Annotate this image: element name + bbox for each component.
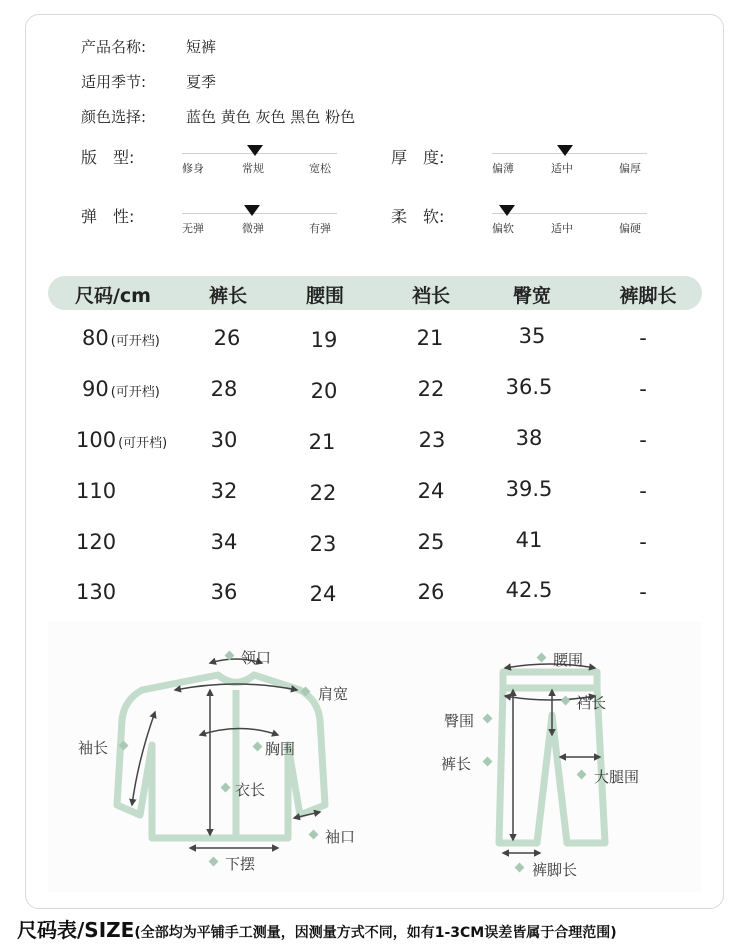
hip-cell: 35: [518, 324, 546, 348]
product-name-label: 产品名称:: [81, 38, 147, 56]
elasticity-tick: 微弹: [242, 222, 264, 235]
elasticity-tick: 有弹: [309, 222, 331, 235]
waist-cell: 20: [310, 379, 338, 403]
crotch-cell: 24: [417, 479, 445, 503]
leg-opening-cell: -: [639, 479, 647, 503]
crotch-cell: 21: [416, 326, 444, 350]
waist-cell: 22: [309, 481, 337, 505]
header-waist: 腰围: [305, 285, 344, 307]
size-cell: 130: [76, 580, 117, 604]
thickness-tick: 偏厚: [619, 162, 641, 175]
leg-opening-cell: -: [639, 377, 647, 401]
pants-length-label: 裤长: [441, 755, 472, 773]
season-label: 适用季节:: [81, 73, 147, 91]
softness-label: 柔 软:: [391, 207, 445, 226]
crotch-cell: 26: [417, 580, 445, 604]
elasticity-tick: 无弹: [182, 222, 204, 235]
waist-label: 腰围: [553, 651, 584, 669]
fit-tick: 修身: [182, 162, 204, 175]
pants-length-cell: 32: [210, 479, 238, 503]
hip-cell: 36.5: [505, 375, 553, 399]
thigh-label: 大腿围: [594, 768, 640, 786]
color-value: 蓝色 黄色 灰色 黑色 粉色: [186, 108, 356, 126]
length-label: 衣长: [235, 781, 266, 799]
pants-length-cell: 26: [213, 326, 241, 350]
pants-length-cell: 36: [210, 580, 238, 604]
thickness-label: 厚 度:: [391, 148, 445, 167]
leg-opening-cell: -: [639, 326, 647, 350]
pants-length-cell: 30: [210, 428, 238, 452]
crotch-cell: 23: [418, 428, 446, 452]
chest-label: 胸围: [265, 740, 296, 758]
crotch-label: 裆长: [576, 694, 607, 712]
size-cell: 100 (可开档): [76, 428, 168, 452]
pants-length-cell: 34: [210, 530, 238, 554]
leg-opening-cell: -: [639, 428, 647, 452]
fit-tick: 常规: [242, 162, 264, 175]
product-name-value: 短裤: [186, 38, 217, 56]
waist-cell: 19: [310, 328, 338, 352]
header-crotch: 裆长: [411, 285, 450, 307]
size-cell: 110: [76, 479, 117, 503]
header-leg-opening: 裤脚长: [619, 285, 677, 307]
size-chart-title: 尺码表/SIZE: [17, 918, 135, 942]
size-cell: 80 (可开档): [82, 326, 160, 350]
elasticity-label: 弹 性:: [81, 207, 135, 226]
hem-label: 下摆: [225, 855, 256, 873]
hip-cell: 38: [515, 426, 543, 450]
hip-label: 臀围: [444, 712, 475, 730]
hip-cell: 39.5: [505, 477, 553, 501]
size-cell: 90 (可开档): [82, 377, 160, 401]
footer: [17, 914, 617, 943]
softness-tick: 偏硬: [619, 222, 641, 235]
waist-cell: 21: [308, 430, 336, 454]
thickness-tick: 偏薄: [492, 162, 514, 175]
header-pants-length: 裤长: [208, 285, 247, 307]
hip-cell: 42.5: [505, 578, 553, 602]
fit-tick: 宽松: [309, 162, 331, 175]
leg-opening-cell: -: [639, 530, 647, 554]
softness-tick: 偏软: [492, 222, 514, 235]
season-value: 夏季: [186, 73, 217, 91]
thickness-tick: 适中: [551, 162, 573, 175]
softness-tick: 适中: [551, 222, 573, 235]
crotch-cell: 22: [417, 377, 445, 401]
hip-cell: 41: [515, 528, 543, 552]
cuff-label: 袖口: [325, 828, 356, 846]
header-size: 尺码/cm: [74, 285, 151, 307]
sleeve-label: 袖长: [78, 739, 109, 757]
crotch-cell: 25: [417, 530, 445, 554]
pants-length-cell: 28: [210, 377, 238, 401]
waist-cell: 24: [309, 582, 337, 606]
leg-opening-label: 裤脚长: [532, 861, 578, 879]
waist-cell: 23: [309, 532, 337, 556]
collar-label: 领口: [241, 649, 272, 667]
header-hip: 臀宽: [512, 285, 551, 307]
measurement-note: (全部均为平铺手工测量，因测量方式不同，如有1-3CM误差皆属于合理范围): [134, 925, 617, 941]
fit-label: 版 型:: [81, 148, 135, 167]
size-cell: 120: [76, 530, 117, 554]
shoulder-label: 肩宽: [318, 685, 349, 703]
leg-opening-cell: -: [639, 580, 647, 604]
color-label: 颜色选择:: [81, 108, 147, 126]
